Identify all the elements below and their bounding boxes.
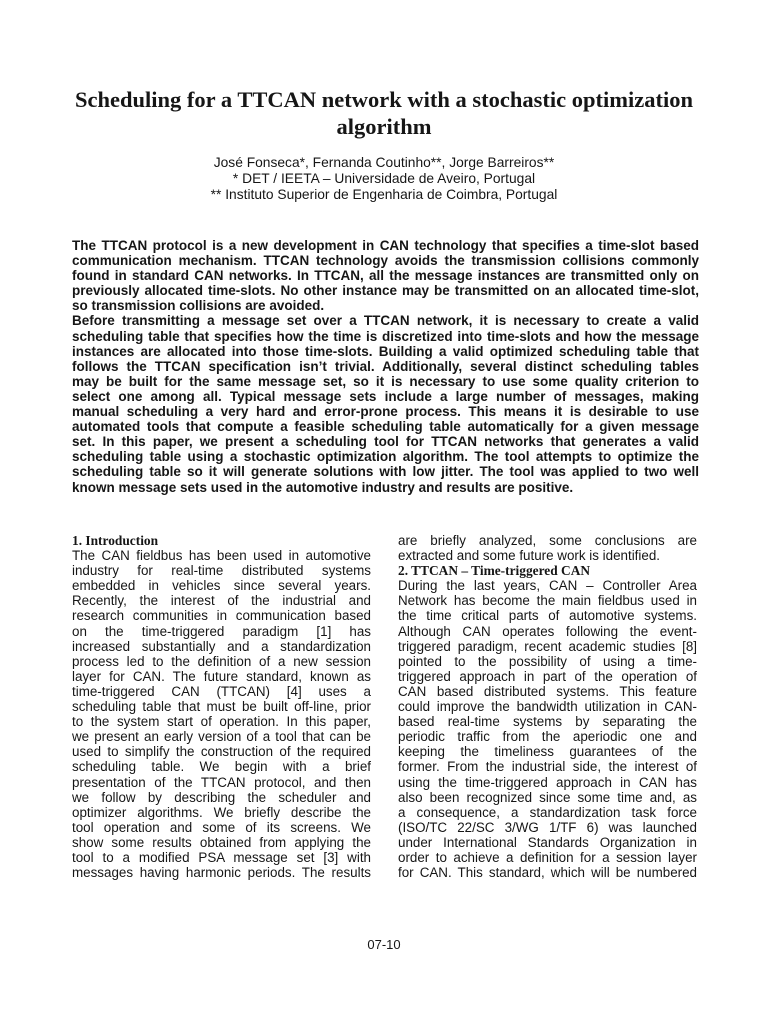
body-line: The CAN fieldbus has been used in automotive (72, 548, 371, 564)
body-line: show some results obtained from applying the (72, 834, 371, 850)
body-line: triggered paradigm, recent academic studies [8] (398, 638, 697, 654)
title-line: algorithm (336, 114, 432, 139)
body-line: periodic traffic from the aperiodic one and (398, 729, 697, 745)
body-line: we present an early version of a tool that can be (72, 729, 371, 745)
body-line: also been recognized since some time and, as (398, 789, 697, 805)
body-line: During the last years, CAN – Controller Area (398, 578, 697, 594)
author-block (0, 155, 768, 203)
abstract-line: select one among all. Typical message sets include a large number of messages, making (72, 388, 699, 404)
body-line: process led to the definition of a new session (72, 653, 371, 669)
body-line: research communities in communication based (72, 608, 371, 624)
body-line: Although CAN operates following the event- (398, 623, 697, 639)
author-line: José Fonseca*, Fernanda Coutinho**, Jorge Barreiros** (213, 155, 555, 170)
body-line: time-triggered CAN (TTCAN) [4] uses a (72, 683, 371, 699)
body-text (398, 578, 697, 880)
abstract-line: automated tools that compute a feasible scheduling table automatically for a given message (72, 419, 699, 435)
body-line: we follow by describing the scheduler and (72, 789, 371, 805)
body-line: could improve the bandwidth utilization in CAN- (398, 699, 697, 715)
body-line: scheduling table that must be built off-line, prior (72, 699, 371, 715)
body-line: scheduling table. We begin with a brief (72, 759, 371, 775)
page-number: 07-10 (367, 937, 401, 952)
body-line: tool to a modified PSA message set [3] with (72, 849, 371, 865)
body-line: embedded in vehicles since several years. (72, 578, 371, 594)
body-line: under International Standards Organization in (398, 834, 697, 850)
abstract-line: may be built for the same message set, so it is necessary to use some quality criterion to (72, 373, 699, 389)
body-text (398, 533, 697, 563)
body-line: Network has become the main fieldbus used in (398, 593, 697, 609)
abstract-line: scheduling table using a stochastic optimization algorithm. The tool attempts to optimize the (72, 449, 699, 465)
abstract-line: scheduling table that specifies how the time is discretized into time-slots and how the message (72, 328, 699, 344)
abstract-line: manual scheduling a very hard and error-prone process. This means it is desirable to use (72, 404, 699, 420)
body-line: (ISO/TC 22/SC 3/WG 1/TF 6) was launched (398, 819, 697, 835)
body-line: triggered approach in part of the operation of (398, 668, 697, 684)
abstract-line: so transmission collisions are avoided. (72, 298, 325, 314)
body-line: presentation of the TTCAN protocol, and then (72, 774, 371, 790)
body-line: using the time-triggered approach in CAN has (398, 774, 697, 790)
body-line: CAN based distributed systems. This feature (398, 683, 697, 699)
body-line: extracted and some future work is identified. (398, 548, 660, 564)
body-text (72, 548, 371, 880)
body-line: to the system start of operation. In this paper, (72, 714, 371, 730)
body-line: industry for real-time distributed systems (72, 563, 371, 579)
body-line: for CAN. This standard, which will be numbered (398, 865, 697, 881)
body-line: former. From the industrial side, the interest of (398, 759, 697, 775)
body-line: tool operation and some of its screens. We (72, 819, 371, 835)
abstract-line: instances are allocated into those time-slots. Building a valid optimized scheduling table that (72, 343, 699, 359)
title-line: Scheduling for a TTCAN network with a stochastic optimization (75, 87, 693, 112)
author-line: ** Instituto Superior de Engenharia de Coimbra, Portugal (210, 187, 558, 202)
body-line: messages having harmonic periods. The results (72, 865, 371, 881)
abstract-line: Before transmitting a message set over a TTCAN network, it is necessary to create a valid (72, 313, 699, 329)
body-line: are briefly analyzed, some conclusions are (398, 533, 697, 548)
body-line: based real-time systems by separating the (398, 714, 697, 730)
body-line: on the time-triggered paradigm [1] has (72, 623, 371, 639)
abstract-line: found in standard CAN networks. In TTCAN, all the message instances are transmitted only on (72, 268, 699, 284)
body-line: optimizer algorithms. We briefly describe the (72, 804, 371, 820)
left-column (72, 533, 371, 880)
abstract (72, 238, 699, 495)
abstract-line: The TTCAN protocol is a new development in CAN technology that specifies a time-slot based (72, 238, 699, 253)
abstract-line: previously allocated time-slots. No other instance may be transmitted on an allocated time-slot, (72, 283, 699, 299)
paper-title (0, 86, 768, 140)
body-line: pointed to the possibility of using a time- (398, 653, 697, 669)
right-column (398, 533, 697, 880)
body-line: a consequence, a standardization task force (398, 804, 697, 820)
body-line: the time critical parts of automotive systems. (398, 608, 697, 624)
abstract-line: set. In this paper, we present a scheduling tool for TTCAN networks that generates a valid (72, 434, 699, 450)
section-heading: 1. Introduction (72, 533, 159, 548)
abstract-line: scheduling table so it will generate solutions with low jitter. The tool was applied to two well (72, 464, 699, 480)
body-line: Recently, the interest of the industrial and (72, 593, 371, 609)
abstract-line: communication mechanism. TTCAN technology avoids the transmission collisions commonly (72, 253, 699, 269)
author-line: * DET / IEETA – Universidade de Aveiro, Portugal (232, 171, 536, 186)
body-line: used to simplify the construction of the required (72, 744, 371, 760)
body-line: increased substantially and a standardization (72, 638, 371, 654)
body-line: layer for CAN. The future standard, known as (72, 668, 371, 684)
body-line: order to achieve a definition for a session layer (398, 849, 697, 865)
section-heading: 2. TTCAN – Time-triggered CAN (398, 563, 591, 579)
abstract-line: follows the TTCAN specification isn’t trivial. Additionally, several distinct scheduling tables (72, 358, 699, 374)
body-line: keeping the timeliness guarantees of the (398, 744, 697, 760)
abstract-line: known message sets used in the automotive industry and results are positive. (72, 479, 574, 495)
